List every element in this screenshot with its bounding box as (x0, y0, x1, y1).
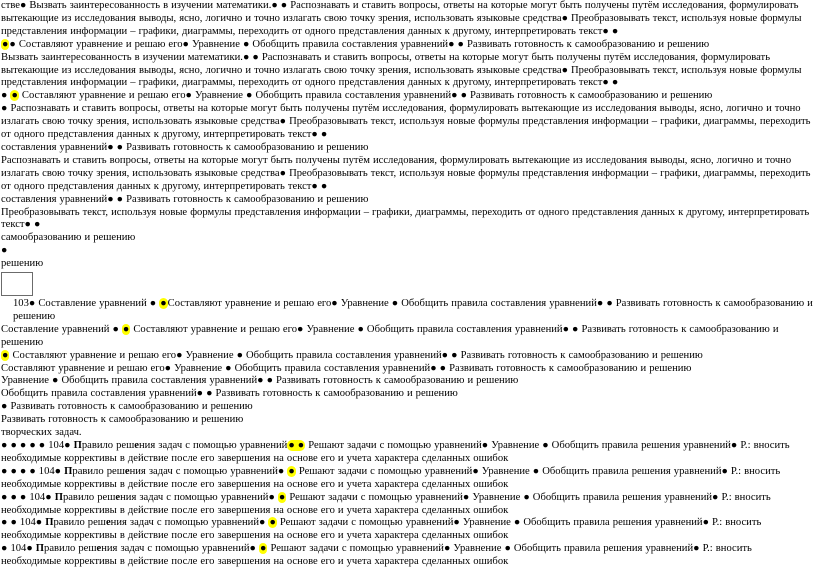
line-text: Составляют уравнение и решаю его● Уравнение ● Обобщить правила составления уравнений● ● Развивать готовность к самообразованию и решению (1, 323, 779, 348)
text-line (1, 363, 815, 376)
row-prefix: ● ● 104● (1, 517, 46, 529)
line-text: Вызвать заинтересованность в изучении математики.● ● Распознавать и ставить вопросы, ответы на которые могут быть получены путём исследования, формулировать вытекающие из исследования выводы, ясно, логично и точно излагать свою точку зрения, использовать языковые средства● Преобразовывать текст, используя новые формулы представления информации – графики, диаграммы, переходить от одного представления данных к другому, интерпретировать текст● ● (1, 51, 802, 89)
rows-104-block (1, 440, 815, 569)
highlight-mark: ● (269, 517, 276, 529)
line-text: ● Составляют уравнение и решаю его● Уравнение ● Обобщить правила составления уравнений● ● Развивать готовность к самообразованию и решению (9, 38, 710, 50)
row-title-rest: ния задач с помощью уравнений● (120, 491, 278, 503)
text-line (1, 388, 815, 401)
highlight-mark: ● (2, 38, 9, 50)
highlight-mark: ● (2, 349, 9, 361)
text-line (1, 401, 815, 414)
line-text: составления уравнений● ● Развивать готовность к самообразованию и решению (1, 193, 369, 205)
row-title-part: равило реш (62, 491, 116, 503)
row-title-part: равило реш (81, 440, 135, 451)
text-line (1, 155, 815, 194)
text-line (1, 258, 815, 271)
line-text: ● Распознавать и ставить вопросы, ответы на которые могут быть получены путём исследования, формулировать вытекающие из исследования выводы, ясно, логично и точно излагать свою точку зрения, использовать языковые средства● Преобразовывать текст, используя новые формулы представления информации – графики, диаграммы, переходить от одного представления данных к другому, интерпретировать текст● ● (1, 103, 811, 141)
text-line (1, 207, 815, 233)
text-line (1, 375, 815, 388)
text-line (1, 232, 815, 245)
text-line (1, 414, 815, 427)
line-text: самообразованию и решению (1, 232, 136, 244)
row-104 (1, 466, 815, 492)
bold-letter: П (35, 543, 45, 555)
line-text: Распознавать и ставить вопросы, ответы на которые могут быть получены путём исследования, формулировать вытекающие из исследования выводы, ясно, логично и точно излагать свою точку зрения, использовать языковые средства● Преобразовывать текст, используя новые формулы представления информации – графики, диаграммы, переходить от одного представления данных к другому, интерпретировать текст● ● (1, 154, 811, 192)
row-title-rest: ния задач с помощью уравнений● (101, 543, 260, 555)
line-text: ● (1, 245, 8, 257)
line-text: Составляют уравнение и решаю его● Уравнение ● Обобщить правила составления уравнений● ● Развивать готовность к самообразованию и решению (9, 349, 703, 361)
line-text: Составляют уравнение и решаю его● Уравнение ● Обобщить правила составления уравнений● ● Развивать готовность к самообразованию и решению (18, 90, 713, 102)
row-103-text: Составляют уравнение и решаю его● Уравнение ● Обобщить правила составления уравнений● ● Развивать готовность к самообразованию и решению (13, 298, 813, 322)
row-text: Решают задачи с помощью уравнений● Уравнение ● Обобщить правила решения уравнений● Р.: вносить необходимые коррективы в действие после его завершения на основе его и учета характера сделанных ошибок (1, 440, 790, 464)
row-title-part: равило реш (44, 543, 97, 555)
line-text: творческих задач. (1, 427, 82, 439)
row-104 (1, 517, 815, 543)
row-103 (1, 298, 815, 324)
text-line (1, 350, 815, 363)
text-line (1, 427, 815, 440)
lines-block-2 (1, 324, 815, 440)
row-103-prefix: 103● Составление уравнений ● (13, 298, 160, 310)
row-prefix: ● 104● (1, 543, 36, 555)
row-104 (1, 543, 815, 569)
bold-letter: П (54, 491, 63, 503)
row-104 (1, 492, 815, 518)
bold-letter: е (115, 491, 121, 503)
row-title-rest: ния задач с помощью уравнений● (129, 465, 288, 477)
row-prefix: ● ● ● ● 104● (1, 465, 65, 477)
bold-letter: П (64, 465, 73, 477)
text-line (1, 103, 815, 142)
text-line (1, 0, 815, 39)
text-line (1, 39, 815, 52)
highlight-mark: ● ● (288, 440, 305, 451)
text-line (1, 194, 815, 207)
line-text: Обобщить правила составления уравнений● ● Развивать готовность к самообразованию и решению (1, 388, 458, 400)
bold-letter: П (73, 440, 82, 451)
line-text: решению (1, 258, 44, 270)
line-text: Составляют уравнение и решаю его● Уравнение ● Обобщить правила составления уравнений● ● Развивать готовность к самообразованию и решению (1, 362, 692, 374)
text-line (1, 245, 815, 258)
highlight-mark: ● (278, 491, 286, 503)
row-title-part: равило реш (72, 465, 125, 477)
text-line (1, 324, 815, 350)
line-text: Уравнение ● Обобщить правила составления уравнений● ● Развивать готовность к самообразованию и решению (1, 375, 519, 387)
text-line (1, 142, 815, 155)
line-text: ● Развивать готовность к самообразованию и решению (1, 401, 253, 413)
row-text: Решают задачи с помощью уравнений● Уравнение ● Обобщить правила решения уравнений● Р.: вносить необходимые коррективы в действие после его завершения на основе его и учета характера сделанных ошибок (1, 543, 752, 568)
row-text: Решают задачи с помощью уравнений● Уравнение ● Обобщить правила решения уравнений● Р.: вносить необходимые коррективы в действие после его завершения на основе его и учета характера сделанных ошибок (1, 465, 781, 490)
row-title-rest: ния задач с помощью уравнений (139, 440, 288, 451)
text-line (1, 52, 815, 91)
line-text: составления уравнений● ● Развивать готовность к самообразованию и решению (1, 141, 369, 153)
bold-letter: П (45, 517, 54, 529)
line-prefix: Составление уравнений ● (1, 323, 122, 335)
highlight-mark: ● (160, 298, 167, 310)
bold-letter: е (134, 440, 139, 451)
row-prefix: ● ● ● ● ● 104● (1, 440, 74, 451)
line-text: Преобразовывать текст, используя новые формулы представления информации – графики, диаграммы, переходить от одного представления данных к другому, интерпретировать текст● ● (1, 206, 810, 231)
highlight-mark: ● (260, 543, 267, 555)
row-title-rest: ния задач с помощью уравнений● (110, 517, 269, 529)
highlight-mark: ● (288, 465, 295, 477)
line-prefix: ● (1, 90, 11, 102)
bold-letter: е (96, 543, 102, 555)
line-text: Развивать готовность к самообразованию и решению (1, 414, 244, 426)
bold-letter: е (105, 517, 111, 529)
line-text: стве● Вызвать заинтересованность в изучении математики.● ● Распознавать и ставить вопросы, ответы на которые могут быть получены путём исследования, формулировать вытекающие из исследования выводы, ясно, логично и точно излагать свою точку зрения, использовать языковые средства● Преобразовывать текст, используя новые формулы представления информации – графики, диаграммы, переходить от одного представления данных к другому, интерпретировать текст● ● (1, 0, 802, 37)
row-104 (1, 440, 815, 466)
highlight-mark: ● (122, 323, 130, 335)
row-prefix: ● ● ● 104● (1, 491, 55, 503)
text-line (1, 90, 815, 103)
row-title-part: равило реш (53, 517, 106, 529)
empty-image-box (1, 272, 33, 296)
row-text: Решают задачи с помощью уравнений● Уравнение ● Обобщить правила решения уравнений● Р.: вносить необходимые коррективы в действие после его завершения на основе его и учета характера сделанных ошибок (1, 517, 762, 542)
row-text: Решают задачи с помощью уравнений● Уравнение ● Обобщить правила решения уравнений● Р.: вносить необходимые коррективы в действие после его завершения на основе его и учета характера сделанных ошибок (1, 491, 771, 516)
bold-letter: е (124, 465, 130, 477)
highlight-mark: ● (11, 90, 18, 102)
lines-block (1, 0, 815, 271)
